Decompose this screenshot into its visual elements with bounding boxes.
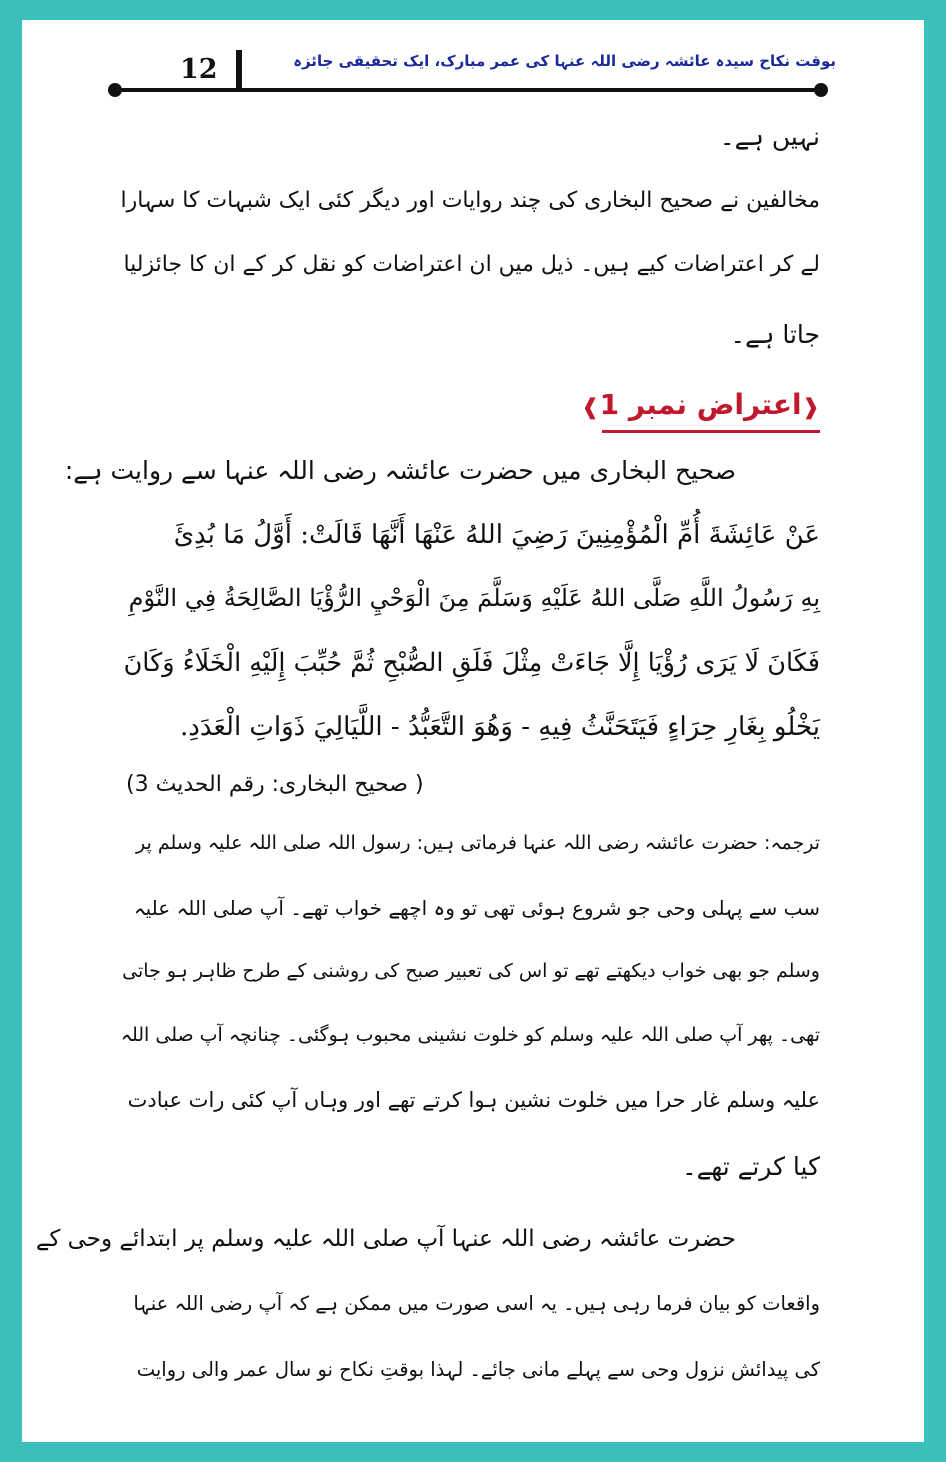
- hadith-line: بِهِ رَسُولُ اللَّهِ صَلَّى اللهُ عَلَيْهِ وَسَلَّمَ مِنَ الْوَحْيِ الرُّؤْيَا الصَّالِحَةُ فِي النَّوْمِ: [128, 584, 820, 612]
- translation-line: تھی۔ پھر آپ صلی اللہ علیہ وسلم کو خلوت نشینی محبوب ہوگئی۔ چنانچہ آپ صلی اللہ: [120, 1024, 820, 1046]
- closing-line: واقعات کو بیان فرما رہی ہیں۔ یہ اسی صورت میں ممکن ہے کہ آپ رضی اللہ عنہا: [133, 1292, 820, 1315]
- translation-line: کیا کرتے تھے۔: [681, 1152, 820, 1181]
- heading-underline: [602, 430, 820, 433]
- header-separator: [236, 50, 242, 90]
- translation-line: سب سے پہلی وحی جو شروع ہوئی تھی تو وہ اچھے خواب تھے۔ آپ صلی اللہ علیہ: [133, 896, 820, 920]
- section-heading-text: اعتراض نمبر 1: [599, 388, 802, 421]
- closing-line: حضرت عائشہ رضی اللہ عنہا آپ صلی اللہ علیہ وسلم پر ابتدائے وحی کے: [35, 1226, 736, 1252]
- header-rule: [114, 88, 820, 92]
- hadith-line: فَكَانَ لَا يَرَى رُؤْيَا إِلَّا جَاءَتْ مِثْلَ فَلَقِ الصُّبْحِ ثُمَّ حُبِّبَ إِلَيْهِ الْخَلَاءُ وَكَانَ: [123, 648, 820, 678]
- translation-line: ترجمہ: حضرت عائشہ رضی اللہ عنہا فرماتی ہیں: رسول اللہ صلی اللہ علیہ وسلم پر: [136, 832, 820, 854]
- body-line: لے کر اعتراضات کیے ہیں۔ ذیل میں ان اعتراضات کو نقل کر کے ان کا جائزلیا: [123, 252, 820, 277]
- hadith-line: عَنْ عَائِشَةَ أُمِّ الْمُؤْمِنِينَ رَضِيَ اللهُ عَنْهَا أَنَّهَا قَالَتْ: أَوَّلُ مَا بُدِئَ: [173, 520, 820, 550]
- page: [22, 20, 924, 1442]
- section-heading: [581, 388, 820, 421]
- body-line: نہیں ہے۔: [719, 122, 820, 151]
- hadith-intro: صحیح البخاری میں حضرت عائشہ رضی اللہ عنہا سے روایت ہے:: [64, 456, 736, 485]
- body-line: مخالفین نے صحیح البخاری کی چند روایات اور دیگر کئی ایک شبہات کا سہارا: [120, 188, 820, 213]
- closing-line: کی پیدائش نزول وحی سے پہلے مانی جائے۔ لہذا بوقتِ نکاح نو سال عمر والی روایت: [136, 1358, 820, 1381]
- ornament-right-icon: ❰: [801, 395, 820, 420]
- book-title: بوقت نکاح سیدہ عائشہ رضی اللہ عنہا کی عمر مبارک، ایک تحقیقی جائزہ: [293, 52, 836, 70]
- ornament-left-icon: ❱: [581, 395, 600, 420]
- translation-line: وسلم جو بھی خواب دیکھتے تھے تو اس کی تعبیر صبح کی روشنی کے طرح ظاہر ہو جاتی: [122, 960, 820, 982]
- page-number: 12: [180, 54, 218, 85]
- rule-dot-right-icon: [814, 83, 828, 97]
- rule-dot-left-icon: [108, 83, 122, 97]
- body-line: جاتا ہے۔: [730, 320, 820, 349]
- translation-line: علیہ وسلم غار حرا میں خلوت نشین ہوا کرتے تھے اور وہاں آپ کئی رات عبادت: [127, 1088, 820, 1112]
- hadith-reference: ( صحیح البخاری: رقم الحدیث 3): [126, 772, 424, 797]
- hadith-line: يَخْلُو بِغَارِ حِرَاءٍ فَيَتَحَنَّثُ فِيهِ - وَهُوَ التَّعَبُّدُ - اللَّيَالِيَ ذَوَاتِ الْعَدَدِ.: [179, 712, 820, 742]
